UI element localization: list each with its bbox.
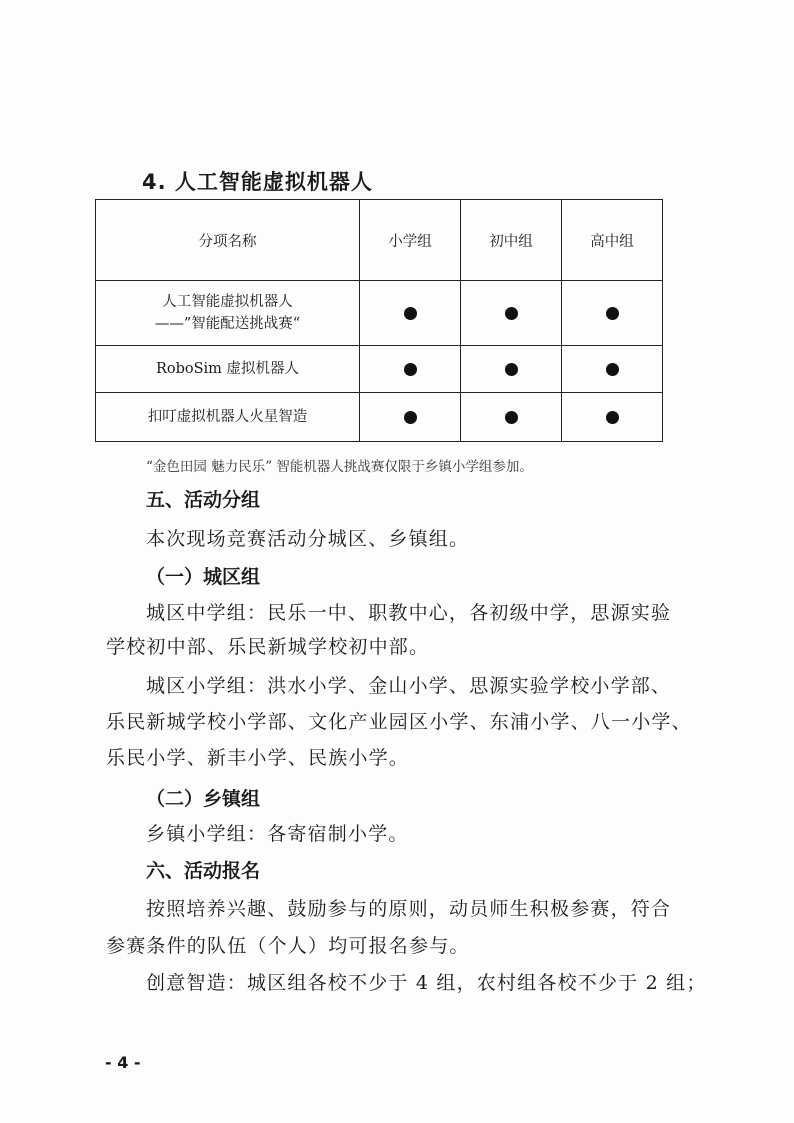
table-note: “金色田园 魅力民乐” 智能机器人挑战赛仅限于乡镇小学组参加。 xyxy=(146,459,533,475)
page-number: - 4 - xyxy=(105,1053,141,1072)
event-name-line: 人工智能虚拟机器人 xyxy=(162,294,293,310)
paragraph-line: 城区中学组：民乐一中、职教中心，各初级中学，思源实验 xyxy=(146,602,672,624)
table-row xyxy=(96,346,663,393)
header-senior: 高中组 xyxy=(562,200,663,281)
mark-cell xyxy=(461,346,562,393)
section-title: 4. 人工智能虚拟机器人 xyxy=(142,170,373,194)
mark-cell xyxy=(461,281,562,346)
table-row xyxy=(96,281,663,346)
filled-dot-icon xyxy=(404,307,417,320)
filled-dot-icon xyxy=(404,411,417,424)
filled-dot-icon xyxy=(606,307,619,320)
mark-cell xyxy=(562,346,663,393)
filled-dot-icon xyxy=(606,411,619,424)
filled-dot-icon xyxy=(505,307,518,320)
mark-cell xyxy=(562,393,663,442)
paragraph-line: 参赛条件的队伍（个人）均可报名参与。 xyxy=(106,935,470,957)
heading-activity-groups: 五、活动分组 xyxy=(146,489,261,511)
header-event-name: 分项名称 xyxy=(96,200,360,281)
table-row xyxy=(96,393,663,442)
heading-town-group: （二）乡镇组 xyxy=(146,788,261,810)
paragraph: 乡镇小学组：各寄宿制小学。 xyxy=(146,823,409,845)
table-header-row xyxy=(96,200,663,281)
event-name-cell: RoboSim 虚拟机器人 xyxy=(96,346,360,393)
paragraph-line: 按照培养兴趣、鼓励参与的原则，动员师生积极参赛，符合 xyxy=(146,898,672,920)
paragraph-line: 创意智造：城区组各校不少于 4 组，农村组各校不少于 2 组； xyxy=(146,972,707,994)
event-name-cell xyxy=(96,281,360,346)
filled-dot-icon xyxy=(505,363,518,376)
mark-cell xyxy=(562,281,663,346)
filled-dot-icon xyxy=(505,411,518,424)
header-junior: 初中组 xyxy=(461,200,562,281)
paragraph-line: 乐民新城学校小学部、文化产业园区小学、东浦小学、八一小学、 xyxy=(106,711,692,733)
filled-dot-icon xyxy=(606,363,619,376)
heading-registration: 六、活动报名 xyxy=(146,860,261,882)
mark-cell xyxy=(360,281,461,346)
paragraph-line: 城区小学组：洪水小学、金山小学、思源实验学校小学部、 xyxy=(146,675,672,697)
header-primary: 小学组 xyxy=(360,200,461,281)
event-name-line: ——”智能配送挑战赛“ xyxy=(154,316,301,332)
filled-dot-icon xyxy=(404,363,417,376)
mark-cell xyxy=(461,393,562,442)
mark-cell xyxy=(360,346,461,393)
paragraph: 本次现场竞赛活动分城区、乡镇组。 xyxy=(146,528,470,550)
event-table xyxy=(95,199,663,442)
paragraph-line: 学校初中部、乐民新城学校初中部。 xyxy=(106,636,430,658)
mark-cell xyxy=(360,393,461,442)
paragraph-line: 乐民小学、新丰小学、民族小学。 xyxy=(106,747,410,769)
event-name-cell: 扣叮虚拟机器人火星智造 xyxy=(96,393,360,442)
heading-city-group: （一）城区组 xyxy=(146,566,261,588)
